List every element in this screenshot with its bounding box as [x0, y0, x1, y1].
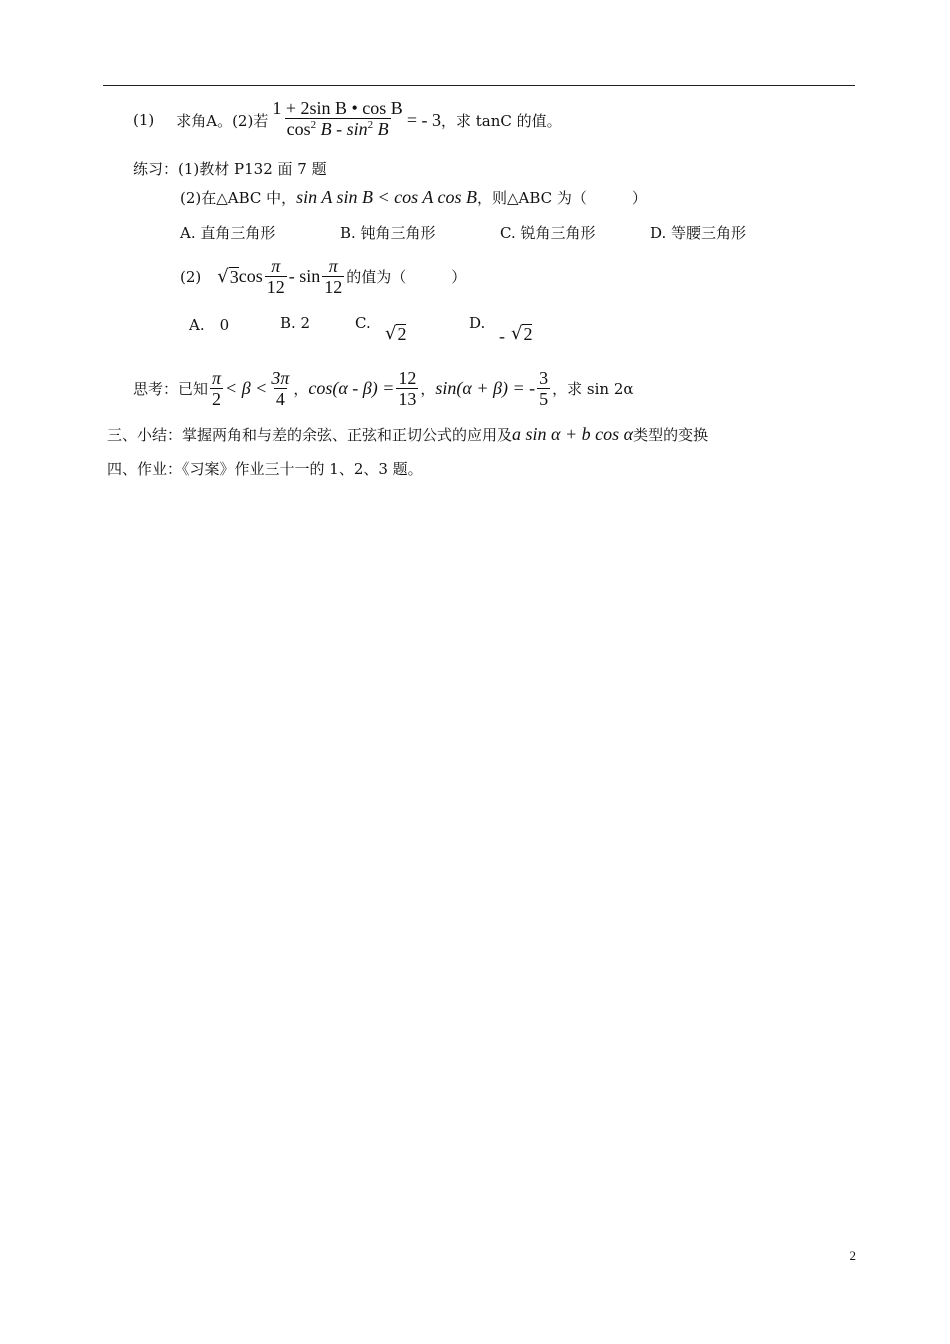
sqrt-3: √ 3	[217, 265, 239, 287]
problem-text-end: ，求 tanC 的值。	[440, 111, 562, 130]
fraction	[270, 98, 404, 142]
option-c: C. 锐角三角形	[500, 224, 596, 242]
problem-label: (1)	[133, 111, 155, 129]
fraction-12-13: $\frac{12}{13}$	[398, 368, 417, 409]
option-d: D.	[469, 314, 486, 332]
fraction-3-5: $\frac{3}{5}$	[539, 368, 549, 409]
fraction-numerator: 1 + 2sin B • cos B	[272, 98, 403, 118]
fraction-3pi-4: $\frac{3\pi}{4}$	[271, 368, 290, 409]
page-number: 2	[849, 1248, 856, 1263]
practice-question-2: (2)在△ABC 中， sin A sin B < cos A cos B ，则△ABC 为（ ）	[180, 187, 647, 207]
option-b: B. 2	[280, 314, 311, 332]
equation-rhs: = - 3	[406, 109, 441, 130]
fraction-denominator: $\cos^2 B - \sin^2 B$	[285, 118, 391, 142]
think-problem: 思考：已知 $\frac{\pi}{2}$ < β < $\frac{3\pi}{4}$ ， cos(α - β) = $\frac{12}{13}$ ， sin(α + β) = - $\frac{3}{5}$ ，求 sin 2α	[133, 368, 634, 409]
option-c: C.	[355, 314, 371, 332]
practice-question-3-options: A. 0 B. 2 C. √ 2 D. - √ 2	[189, 314, 533, 346]
fraction-pi-12: $\frac{\pi}{12}$	[266, 256, 285, 297]
option-a: A. 直角三角形	[180, 224, 276, 242]
fraction-pi-12: $\frac{\pi}{12}$	[324, 256, 343, 297]
option-d: D. 等腰三角形	[650, 224, 747, 242]
practice-question-2-options	[180, 222, 746, 243]
practice-question-3: (2) √ 3 cos $\frac{\pi}{12}$ - sin $\frac{\pi}{12}$ 的值为（ ）	[180, 256, 467, 297]
inequality: sin A sin B < cos A cos B	[296, 187, 477, 207]
summary: 三、小结：掌握两角和与差的余弦、正弦和正切公式的应用及 a sin α + b cos α 类型的变换	[107, 424, 709, 444]
option-a: A. 0	[189, 316, 230, 334]
practice-title: 练习：(1)教材 P132 面 7 题	[133, 160, 327, 178]
fraction-pi-2: $\frac{\pi}{2}$	[212, 368, 222, 409]
sqrt-2: √ 2	[385, 323, 407, 344]
problem-text: 求角A。(2)若	[176, 111, 269, 130]
option-b: B. 钝角三角形	[340, 224, 436, 242]
homework: 四、作业：《习案》作业三十一的 1、2、3 题。	[107, 460, 423, 478]
sqrt-2-negative: √ 2	[511, 323, 533, 344]
header-rule	[103, 85, 855, 86]
problem-line-1	[133, 98, 562, 142]
summary-formula: a sin α + b cos α	[512, 424, 634, 444]
